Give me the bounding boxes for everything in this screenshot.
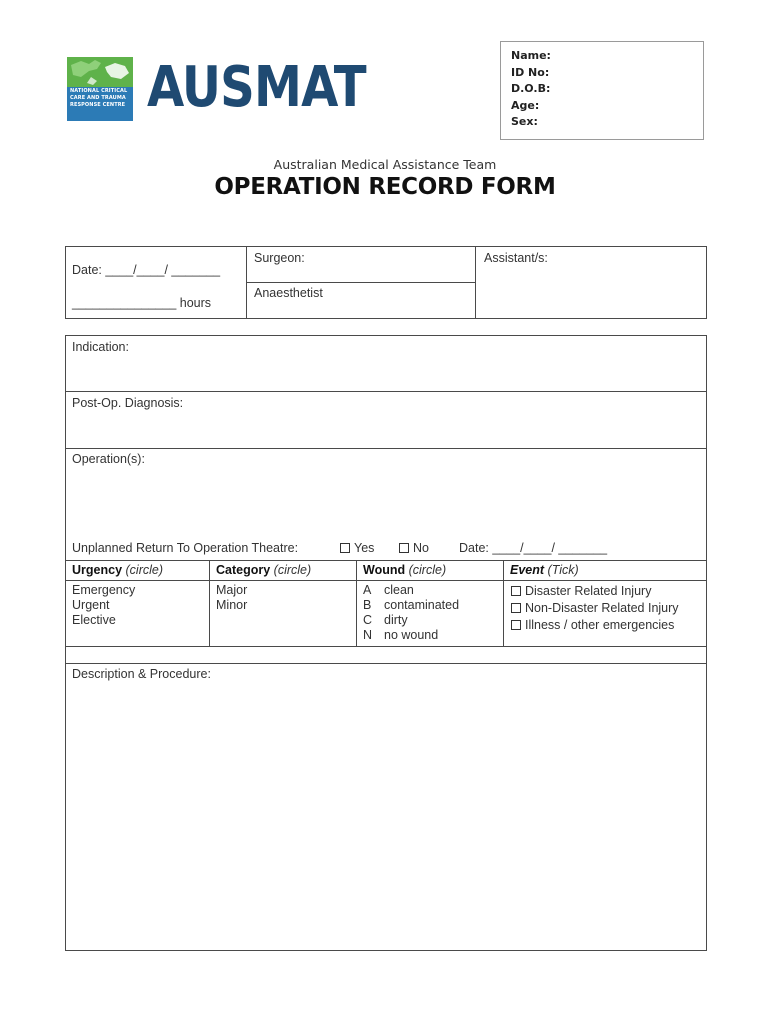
patient-details-box[interactable] <box>500 41 704 140</box>
assistants-field[interactable]: Assistant/s: <box>484 251 548 265</box>
surgeon-field[interactable]: Surgeon: <box>254 251 305 265</box>
checkbox-icon[interactable] <box>511 586 521 596</box>
description-procedure-field[interactable]: Description & Procedure: <box>72 667 211 681</box>
event-option-disaster[interactable]: Disaster Related Injury <box>511 584 651 598</box>
patient-name-label: Name: <box>511 49 551 62</box>
patient-id-label: ID No: <box>511 65 550 79</box>
ausmat-wordmark: AUSMAT <box>147 55 366 120</box>
form-title: OPERATION RECORD FORM <box>214 174 556 200</box>
ausmat-logo <box>67 57 382 123</box>
event-header: Event (Tick) <box>510 563 579 577</box>
event-option-non-disaster[interactable]: Non-Disaster Related Injury <box>511 601 679 615</box>
category-option-minor[interactable]: Minor <box>216 598 248 612</box>
wound-option-dirty[interactable]: C dirty <box>363 613 408 627</box>
urgency-option-emergency[interactable]: Emergency <box>72 583 136 597</box>
operations-field[interactable]: Operation(s): <box>72 452 145 466</box>
wound-header: Wound (circle) <box>363 563 447 577</box>
checkbox-icon[interactable] <box>511 620 521 630</box>
checkbox-icon[interactable] <box>399 543 409 553</box>
organisation-name: Australian Medical Assistance Team <box>273 157 497 172</box>
urgency-option-elective[interactable]: Elective <box>72 613 116 627</box>
patient-dob-label: D.O.B: <box>511 82 551 95</box>
wound-option-contaminated[interactable]: B contaminated <box>363 598 460 612</box>
hours-blank: _______________ <box>72 296 177 310</box>
no-label: No <box>413 541 429 555</box>
event-option-illness[interactable]: Illness / other emergencies <box>511 618 674 632</box>
checkbox-icon[interactable] <box>511 603 521 613</box>
unplanned-yes-option[interactable] <box>340 541 374 555</box>
category-header: Category (circle) <box>216 563 312 577</box>
patient-age-label: Age: <box>511 98 540 112</box>
unplanned-return-label: Unplanned Return To Operation Theatre: <box>72 541 299 555</box>
date-field[interactable]: Date: ____/____/ _______ <box>72 263 221 277</box>
patient-sex-label: Sex: <box>511 115 538 128</box>
postop-diagnosis-field[interactable]: Post-Op. Diagnosis: <box>72 396 184 410</box>
anaesthetist-field[interactable]: Anaesthetist <box>254 286 323 300</box>
hours-label: hours <box>179 296 212 310</box>
nctrc-badge <box>67 57 133 121</box>
badge-text: NATIONAL CRITICAL CARE AND TRAUMA RESPONSE CENTRE <box>70 88 128 108</box>
wound-option-no-wound[interactable]: N no wound <box>363 628 439 642</box>
unplanned-no-option[interactable] <box>399 541 429 555</box>
unplanned-date-field[interactable]: Date: ____/____/ _______ <box>459 541 608 555</box>
hours-field[interactable] <box>72 296 211 310</box>
checkbox-icon[interactable] <box>340 543 350 553</box>
urgency-header: Urgency (circle) <box>72 563 164 577</box>
indication-field[interactable]: Indication: <box>72 340 129 354</box>
yes-label: Yes <box>354 541 375 555</box>
urgency-option-urgent[interactable]: Urgent <box>72 598 110 612</box>
wound-option-clean[interactable]: A clean <box>363 583 414 597</box>
category-option-major[interactable]: Major <box>216 583 248 597</box>
